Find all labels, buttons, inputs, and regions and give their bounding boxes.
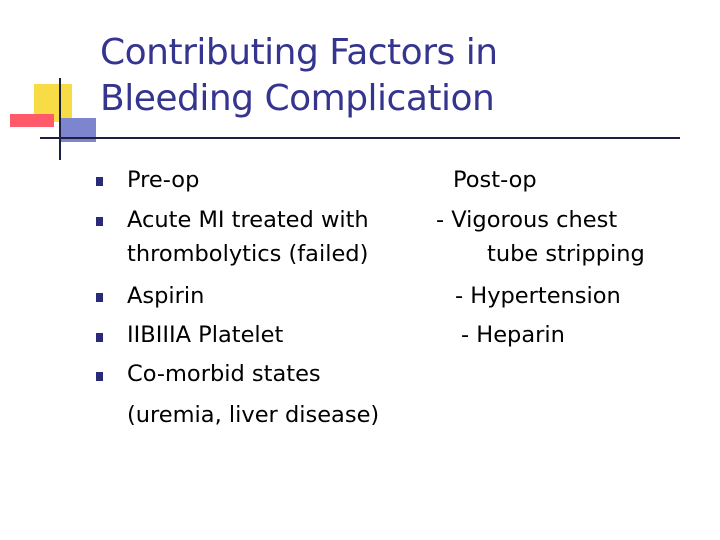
right-list-item: Post-op xyxy=(453,167,537,193)
title-line-2: Bleeding Complication xyxy=(100,78,495,119)
right-list-item-continuation: tube stripping xyxy=(487,241,645,267)
bullet-marker xyxy=(96,217,103,226)
list-item: Pre-op xyxy=(127,167,200,193)
right-list-item: - Vigorous chest xyxy=(436,207,618,233)
list-item: Co-morbid states xyxy=(127,361,321,387)
decorative-vertical-line xyxy=(59,78,61,160)
bullet-marker xyxy=(96,372,103,381)
bullet-marker xyxy=(96,333,103,342)
right-list-item: - Heparin xyxy=(461,322,565,348)
list-item: Aspirin xyxy=(127,283,205,309)
bullet-marker xyxy=(96,293,103,302)
list-item: IIBIIIA Platelet xyxy=(127,322,284,348)
decorative-red-bar xyxy=(10,114,54,127)
slide-title xyxy=(100,30,498,122)
title-line-1: Contributing Factors in xyxy=(100,32,498,73)
right-list-item: - Hypertension xyxy=(455,283,621,309)
list-item-continuation: thrombolytics (failed) xyxy=(127,241,369,267)
list-item-continuation: (uremia, liver disease) xyxy=(127,402,380,428)
list-item: Acute MI treated with xyxy=(127,207,369,233)
bullet-marker xyxy=(96,177,103,186)
title-underline xyxy=(40,137,680,139)
